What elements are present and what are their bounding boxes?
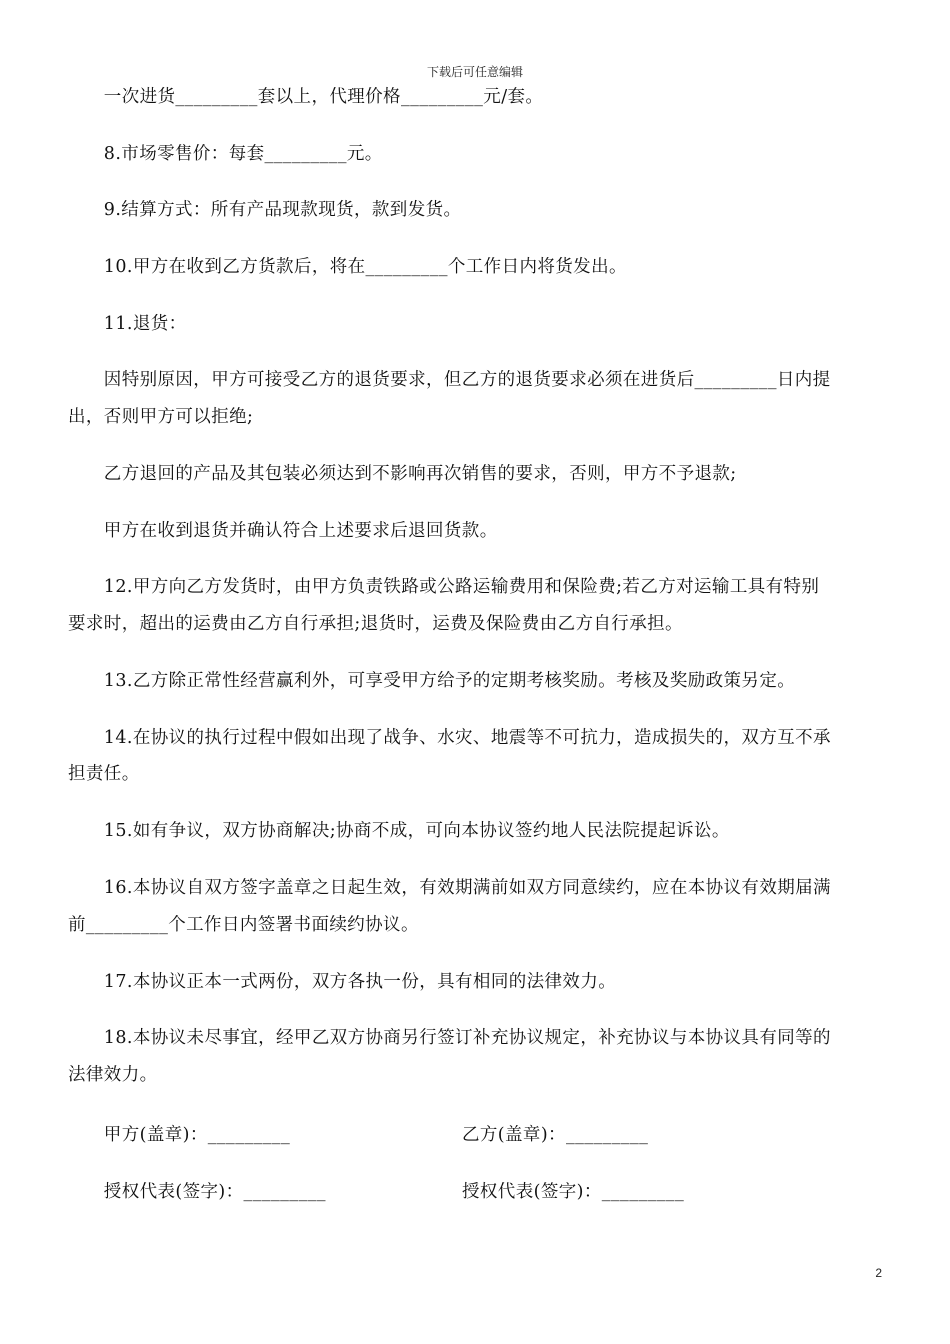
text-line: 出，否则甲方可以拒绝; (68, 407, 254, 427)
text-line: 8.市场零售价：每套_________元。 (68, 144, 383, 164)
party-b-seal-line: 乙方(盖章)：_________ (462, 1125, 649, 1145)
text-line: 9.结算方式：所有产品现款现货，款到发货。 (68, 200, 462, 220)
text-line: 乙方退回的产品及其包装必须达到不影响再次销售的要求，否则，甲方不予退款; (68, 464, 737, 484)
text-line: 16.本协议自双方签字盖章之日起生效，有效期满前如双方同意续约，应在本协议有效期届满 (68, 878, 831, 898)
party-a-seal-line: 甲方(盖章)：_________ (68, 1125, 291, 1145)
text-line: 10.甲方在收到乙方货款后，将在_________个工作日内将货发出。 (68, 257, 627, 277)
text-line: 要求时，超出的运费由乙方自行承担;退货时，运费及保险费由乙方自行承担。 (68, 614, 683, 634)
text-line: 11.退货： (68, 314, 187, 334)
text-line: 18.本协议未尽事宜，经甲乙双方协商另行签订补充协议规定，补充协议与本协议具有同等的 (68, 1028, 831, 1048)
text-line: 12.甲方向乙方发货时，由甲方负责铁路或公路运输费用和保险费;若乙方对运输工具有特别 (68, 577, 820, 597)
text-line: 一次进货_________套以上，代理价格_________元/套。 (68, 87, 544, 107)
text-line: 13.乙方除正常性经营赢利外，可享受甲方给予的定期考核奖励。考核及奖励政策另定。 (68, 671, 796, 691)
text-line: 前_________个工作日内签署书面续约协议。 (68, 915, 419, 935)
text-line: 因特别原因，甲方可接受乙方的退货要求，但乙方的退货要求必须在进货后_________日内提 (68, 370, 831, 390)
text-line: 17.本协议正本一式两份，双方各执一份，具有相同的法律效力。 (68, 972, 617, 992)
text-line: 14.在协议的执行过程中假如出现了战争、水灾、地震等不可抗力，造成损失的，双方互不承 (68, 728, 831, 748)
page-number: 2 (875, 1266, 882, 1280)
party-b-representative-line: 授权代表(签字)：_________ (462, 1182, 685, 1202)
text-line: 15.如有争议，双方协商解决;协商不成，可向本协议签约地人民法院提起诉讼。 (68, 821, 730, 841)
party-a-representative-line: 授权代表(签字)：_________ (68, 1182, 326, 1202)
text-line: 法律效力。 (68, 1065, 158, 1085)
text-line: 担责任。 (68, 764, 140, 784)
download-note: 下载后可任意编辑 (426, 65, 523, 79)
text-line: 甲方在收到退货并确认符合上述要求后退回货款。 (68, 521, 498, 541)
